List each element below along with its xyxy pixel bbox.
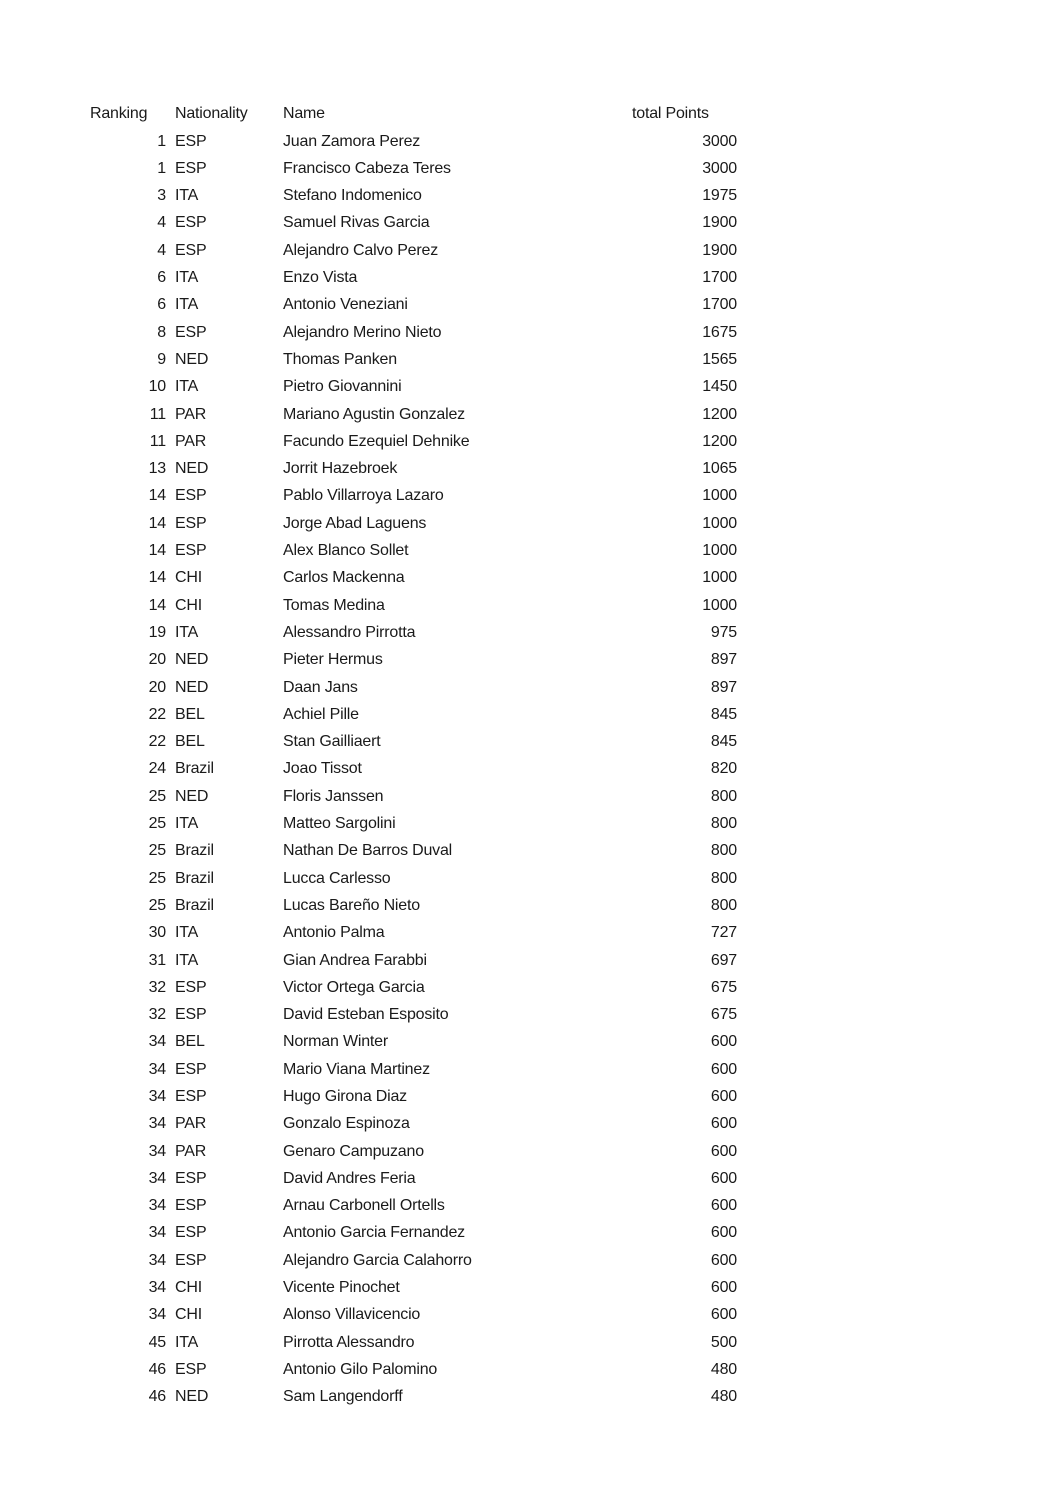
nationality-cell: NED <box>175 787 209 805</box>
name-cell: Francisco Cabeza Teres <box>283 159 451 177</box>
ranking-cell: 1 <box>157 132 166 150</box>
ranking-cell: 25 <box>148 842 166 860</box>
nationality-cell: Brazil <box>175 760 214 778</box>
table-row <box>90 863 737 890</box>
points-cell: 600 <box>710 1142 737 1160</box>
ranking-cell: 19 <box>148 623 166 641</box>
table-row <box>90 1382 737 1409</box>
nationality-cell: CHI <box>175 569 202 587</box>
name-cell: Matteo Sargolini <box>283 815 396 833</box>
nationality-cell: ITA <box>175 378 199 396</box>
table-row <box>90 1164 737 1191</box>
points-cell: 500 <box>710 1333 737 1351</box>
table-row <box>90 945 737 972</box>
nationality-cell: CHI <box>175 596 202 614</box>
points-cell: 800 <box>710 869 737 887</box>
nationality-cell: ITA <box>175 951 199 969</box>
ranking-cell: 4 <box>157 214 166 232</box>
nationality-cell: NED <box>175 350 209 368</box>
table-row <box>90 1054 737 1081</box>
nationality-cell: ITA <box>175 187 199 205</box>
points-cell: 600 <box>710 1033 737 1051</box>
table-row <box>90 1218 737 1245</box>
ranking-cell: 25 <box>148 787 166 805</box>
name-cell: Pieter Hermus <box>283 651 383 669</box>
name-cell: Genaro Campuzano <box>283 1142 424 1160</box>
ranking-cell: 14 <box>148 514 166 532</box>
nationality-cell: BEL <box>175 705 205 723</box>
points-cell: 727 <box>710 924 737 942</box>
points-cell: 1000 <box>702 487 737 505</box>
table-row <box>90 126 737 153</box>
name-cell: Carlos Mackenna <box>283 569 405 587</box>
ranking-cell: 32 <box>148 978 166 996</box>
nationality-cell: ESP <box>175 1224 207 1242</box>
table-row <box>90 973 737 1000</box>
name-cell: Nathan De Barros Duval <box>283 842 453 860</box>
nationality-cell: ITA <box>175 269 199 287</box>
ranking-cell: 14 <box>148 487 166 505</box>
table-row <box>90 1082 737 1109</box>
table-row <box>90 700 737 727</box>
nationality-cell: ITA <box>175 924 199 942</box>
table-row <box>90 317 737 344</box>
nationality-cell: NED <box>175 651 209 669</box>
name-cell: Alonso Villavicencio <box>283 1306 421 1324</box>
nationality-cell: ITA <box>175 296 199 314</box>
name-cell: Gian Andrea Farabbi <box>283 951 427 969</box>
table-row <box>90 345 737 372</box>
table-row <box>90 290 737 317</box>
nationality-cell: NED <box>175 678 209 696</box>
name-cell: Lucca Carlesso <box>283 869 391 887</box>
name-cell: Antonio Gilo Palomino <box>283 1360 438 1378</box>
name-cell: Sam Langendorff <box>283 1388 403 1406</box>
nationality-cell: ESP <box>175 1360 207 1378</box>
points-cell: 600 <box>710 1087 737 1105</box>
points-cell: 600 <box>710 1060 737 1078</box>
name-cell: Lucas Bareño Nieto <box>283 896 420 914</box>
nationality-cell: ESP <box>175 159 207 177</box>
ranking-cell: 32 <box>148 1006 166 1024</box>
points-cell: 600 <box>710 1279 737 1297</box>
table-row <box>90 1191 737 1218</box>
table-row <box>90 427 737 454</box>
ranking-cell: 20 <box>148 651 166 669</box>
ranking-cell: 11 <box>149 405 166 423</box>
points-cell: 820 <box>710 760 737 778</box>
points-cell: 1700 <box>702 269 737 287</box>
ranking-cell: 34 <box>148 1251 166 1269</box>
points-cell: 1675 <box>702 323 737 341</box>
name-cell: Alessandro Pirrotta <box>283 623 416 641</box>
ranking-cell: 34 <box>148 1224 166 1242</box>
nationality-cell: BEL <box>175 733 205 751</box>
name-cell: Hugo Girona Diaz <box>283 1087 407 1105</box>
nationality-cell: ESP <box>175 241 207 259</box>
ranking-cell: 34 <box>148 1197 166 1215</box>
nationality-cell: ESP <box>175 514 207 532</box>
ranking-cell: 8 <box>157 323 166 341</box>
table-row <box>90 1355 737 1382</box>
table-row <box>90 781 737 808</box>
ranking-cell: 1 <box>157 159 166 177</box>
points-cell: 1065 <box>702 460 737 478</box>
points-cell: 600 <box>710 1197 737 1215</box>
nationality-cell: Brazil <box>175 896 214 914</box>
points-cell: 480 <box>710 1360 737 1378</box>
nationality-cell: NED <box>175 1388 209 1406</box>
table-row <box>90 727 737 754</box>
ranking-cell: 46 <box>148 1360 166 1378</box>
ranking-cell: 34 <box>148 1169 166 1187</box>
points-cell: 897 <box>710 651 737 669</box>
points-cell: 675 <box>710 1006 737 1024</box>
ranking-cell: 6 <box>157 296 166 314</box>
table-row <box>90 590 737 617</box>
ranking-cell: 14 <box>148 569 166 587</box>
table-row <box>90 154 737 181</box>
nationality-cell: ESP <box>175 1006 207 1024</box>
points-cell: 800 <box>710 787 737 805</box>
table-row <box>90 836 737 863</box>
nationality-cell: ITA <box>175 1333 199 1351</box>
points-cell: 1000 <box>702 514 737 532</box>
ranking-table <box>90 99 737 1409</box>
nationality-cell: ESP <box>175 1169 207 1187</box>
points-cell: 845 <box>710 733 737 751</box>
table-row <box>90 645 737 672</box>
table-row <box>90 1136 737 1163</box>
table-row <box>90 754 737 781</box>
nationality-cell: ESP <box>175 1197 207 1215</box>
ranking-cell: 22 <box>148 733 166 751</box>
table-row <box>90 1000 737 1027</box>
ranking-cell: 30 <box>148 924 166 942</box>
points-cell: 800 <box>710 815 737 833</box>
points-cell: 800 <box>710 896 737 914</box>
ranking-cell: 34 <box>148 1142 166 1160</box>
points-cell: 600 <box>710 1169 737 1187</box>
ranking-cell: 6 <box>157 269 166 287</box>
table-row <box>90 672 737 699</box>
table-row <box>90 508 737 535</box>
points-cell: 1565 <box>702 350 737 368</box>
name-cell: Antonio Veneziani <box>283 296 408 314</box>
points-cell: 675 <box>710 978 737 996</box>
name-cell: Vicente Pinochet <box>283 1279 400 1297</box>
header-ranking: Ranking <box>90 105 148 123</box>
nationality-cell: ESP <box>175 214 207 232</box>
name-cell: David Andres Feria <box>283 1169 416 1187</box>
ranking-cell: 11 <box>149 432 166 450</box>
name-cell: Mario Viana Martinez <box>283 1060 430 1078</box>
header-name: Name <box>283 105 325 123</box>
ranking-cell: 3 <box>157 187 166 205</box>
points-cell: 1975 <box>702 187 737 205</box>
nationality-cell: BEL <box>175 1033 205 1051</box>
ranking-cell: 9 <box>157 350 166 368</box>
points-cell: 3000 <box>702 159 737 177</box>
ranking-cell: 20 <box>148 678 166 696</box>
points-cell: 1200 <box>702 432 737 450</box>
name-cell: Thomas Panken <box>283 350 397 368</box>
name-cell: Pirrotta Alessandro <box>283 1333 415 1351</box>
nationality-cell: ESP <box>175 1060 207 1078</box>
ranking-cell: 14 <box>148 596 166 614</box>
name-cell: Pablo Villarroya Lazaro <box>283 487 444 505</box>
table-row <box>90 481 737 508</box>
name-cell: Alex Blanco Sollet <box>283 542 409 560</box>
ranking-cell: 25 <box>148 896 166 914</box>
table-row <box>90 208 737 235</box>
points-cell: 1200 <box>702 405 737 423</box>
table-row <box>90 454 737 481</box>
table-row <box>90 1327 737 1354</box>
ranking-cell: 4 <box>157 241 166 259</box>
table-row <box>90 891 737 918</box>
nationality-cell: PAR <box>175 1142 207 1160</box>
points-cell: 800 <box>710 842 737 860</box>
ranking-cell: 34 <box>148 1279 166 1297</box>
nationality-cell: ITA <box>175 623 199 641</box>
name-cell: Joao Tissot <box>283 760 362 778</box>
name-cell: Daan Jans <box>283 678 358 696</box>
ranking-cell: 34 <box>148 1115 166 1133</box>
nationality-cell: ESP <box>175 132 207 150</box>
name-cell: Jorrit Hazebroek <box>283 460 398 478</box>
points-cell: 480 <box>710 1388 737 1406</box>
nationality-cell: ESP <box>175 1087 207 1105</box>
points-cell: 845 <box>710 705 737 723</box>
nationality-cell: ESP <box>175 542 207 560</box>
name-cell: Juan Zamora Perez <box>283 132 421 150</box>
nationality-cell: NED <box>175 460 209 478</box>
ranking-cell: 34 <box>148 1060 166 1078</box>
table-row <box>90 181 737 208</box>
nationality-cell: CHI <box>175 1306 202 1324</box>
name-cell: Arnau Carbonell Ortells <box>283 1197 445 1215</box>
table-row <box>90 809 737 836</box>
name-cell: Enzo Vista <box>283 269 358 287</box>
points-cell: 600 <box>710 1251 737 1269</box>
ranking-cell: 25 <box>148 869 166 887</box>
points-cell: 1000 <box>702 596 737 614</box>
table-row <box>90 1273 737 1300</box>
nationality-cell: ESP <box>175 978 207 996</box>
ranking-cell: 46 <box>148 1388 166 1406</box>
points-cell: 1000 <box>702 542 737 560</box>
points-cell: 897 <box>710 678 737 696</box>
name-cell: Jorge Abad Laguens <box>283 514 427 532</box>
name-cell: Antonio Garcia Fernandez <box>283 1224 465 1242</box>
name-cell: Mariano Agustin Gonzalez <box>283 405 465 423</box>
name-cell: Stefano Indomenico <box>283 187 422 205</box>
table-row <box>90 235 737 262</box>
table-row <box>90 372 737 399</box>
table-row <box>90 618 737 645</box>
points-cell: 600 <box>710 1224 737 1242</box>
table-row <box>90 563 737 590</box>
name-cell: Samuel Rivas Garcia <box>283 214 430 232</box>
name-cell: Alejandro Calvo Perez <box>283 241 438 259</box>
name-cell: Tomas Medina <box>283 596 385 614</box>
ranking-cell: 24 <box>148 760 166 778</box>
table-header-row <box>90 99 737 126</box>
table-row <box>90 399 737 426</box>
nationality-cell: ITA <box>175 815 199 833</box>
nationality-cell: PAR <box>175 405 207 423</box>
ranking-cell: 45 <box>148 1333 166 1351</box>
nationality-cell: ESP <box>175 323 207 341</box>
name-cell: David Esteban Esposito <box>283 1006 449 1024</box>
nationality-cell: PAR <box>175 432 207 450</box>
name-cell: Achiel Pille <box>283 705 359 723</box>
table-row <box>90 918 737 945</box>
table-body <box>90 126 737 1409</box>
points-cell: 600 <box>710 1115 737 1133</box>
points-cell: 1900 <box>702 241 737 259</box>
ranking-cell: 34 <box>148 1306 166 1324</box>
name-cell: Alejandro Merino Nieto <box>283 323 442 341</box>
points-cell: 975 <box>710 623 737 641</box>
table-row <box>90 536 737 563</box>
points-cell: 3000 <box>702 132 737 150</box>
ranking-cell: 31 <box>148 951 166 969</box>
table-row <box>90 1109 737 1136</box>
nationality-cell: Brazil <box>175 869 214 887</box>
name-cell: Stan Gailliaert <box>283 733 381 751</box>
nationality-cell: ESP <box>175 487 207 505</box>
points-cell: 1900 <box>702 214 737 232</box>
points-cell: 697 <box>710 951 737 969</box>
table-row <box>90 1300 737 1327</box>
name-cell: Facundo Ezequiel Dehnike <box>283 432 470 450</box>
name-cell: Gonzalo Espinoza <box>283 1115 410 1133</box>
ranking-cell: 25 <box>148 815 166 833</box>
name-cell: Norman Winter <box>283 1033 388 1051</box>
nationality-cell: PAR <box>175 1115 207 1133</box>
nationality-cell: ESP <box>175 1251 207 1269</box>
points-cell: 1450 <box>702 378 737 396</box>
table-row <box>90 263 737 290</box>
name-cell: Alejandro Garcia Calahorro <box>283 1251 472 1269</box>
ranking-cell: 34 <box>148 1087 166 1105</box>
ranking-cell: 34 <box>148 1033 166 1051</box>
name-cell: Pietro Giovannini <box>283 378 402 396</box>
table-row <box>90 1245 737 1272</box>
header-total-points: total Points <box>632 105 709 123</box>
table-row <box>90 1027 737 1054</box>
ranking-cell: 10 <box>148 378 166 396</box>
name-cell: Floris Janssen <box>283 787 384 805</box>
nationality-cell: CHI <box>175 1279 202 1297</box>
header-nationality: Nationality <box>175 105 248 123</box>
ranking-cell: 22 <box>148 705 166 723</box>
name-cell: Antonio Palma <box>283 924 385 942</box>
ranking-cell: 13 <box>148 460 166 478</box>
name-cell: Victor Ortega Garcia <box>283 978 425 996</box>
points-cell: 600 <box>710 1306 737 1324</box>
points-cell: 1000 <box>702 569 737 587</box>
points-cell: 1700 <box>702 296 737 314</box>
nationality-cell: Brazil <box>175 842 214 860</box>
ranking-cell: 14 <box>148 542 166 560</box>
